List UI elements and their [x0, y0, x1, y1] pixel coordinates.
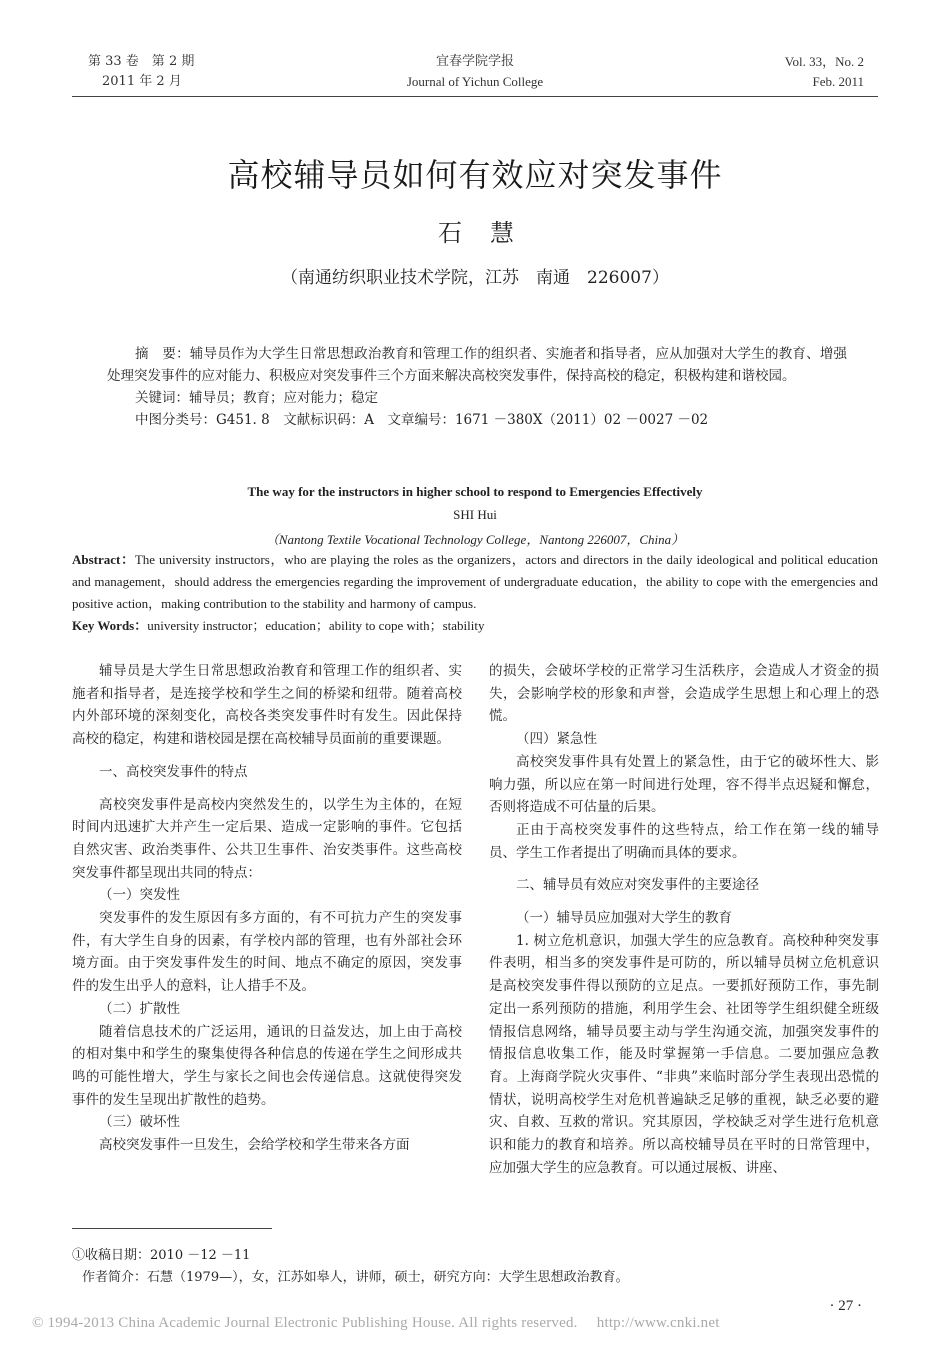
abstract-en-label: Abstract： — [72, 552, 135, 567]
abstract-label: 摘 要： — [135, 346, 190, 362]
section-heading: 二、辅导员有效应对突发事件的主要途径 — [516, 877, 759, 894]
english-title: The way for the instructors in higher school to respond to Emergencies Effectively — [247, 484, 703, 499]
article-title: 高校辅导员如何有效应对突发事件 — [227, 156, 723, 194]
subsection-heading: （一）突发性 — [99, 887, 180, 904]
section-heading: 一、高校突发事件的特点 — [99, 763, 248, 780]
article-author: 石慧 — [438, 219, 542, 247]
abstract-en — [72, 549, 878, 637]
paragraph: 正由于高校突发事件的这些特点，给工作在第一线的辅导员、学生工作者提出了明确而具体的要求。 — [489, 821, 879, 861]
journal-issue-info — [88, 52, 194, 92]
paragraph: 突发事件的发生原因有多方面的，有不可抗力产生的突发事件，有大学生自身的因素，有学校内部的管理，也有外部社会环境方面。由于突发事件发生的时间、地点不确定的原因，突发事件的发生出乎人的意料，让人措手不及。 — [72, 910, 462, 995]
body-right-column — [489, 660, 879, 1179]
journal-name-en: Journal of Yichun College — [406, 74, 544, 89]
paragraph: 高校突发事件是高校内突然发生的，以学生为主体的，在短时间内迅速扩大并产生一定后果、造成一定影响的事件。它包括自然灾害、政治类事件、公共卫生事件、治安类事件。这些高校突发事件都呈现出共同的特点： — [72, 796, 462, 881]
english-affiliation: （Nantong Textile Vocational Technology College，Nantong 226007，China） — [265, 532, 685, 547]
volume-issue: 第 33 卷 第 2 期 — [88, 54, 195, 69]
paragraph: 的损失，会破坏学校的正常学习生活秩序，会造成人才资金的损失，会影响学校的形象和声誉，会造成学生思想上和心理上的恐慌。 — [489, 663, 879, 725]
volume-issue-en: Vol. 33，No. 2 — [784, 54, 864, 69]
keywords-text: 辅导员；教育；应对能力；稳定 — [189, 390, 378, 406]
body-left-column — [72, 660, 462, 1157]
subsection-heading: （二）扩散性 — [99, 1000, 180, 1017]
author-affiliation: （南通纺织职业技术学院，江苏 南通 226007） — [281, 268, 669, 288]
author-bio: 作者简介：石慧（1979—），女，江苏如皋人，讲师，硕士，研究方向：大学生思想政治教育。 — [82, 1270, 629, 1285]
classification-info: 中图分类号：G451. 8 文献标识码：A 文章编号：1671 －380X（2011）02 －0027 －02 — [135, 412, 709, 428]
journal-name-cn: 宜春学院学报 — [435, 54, 514, 69]
issue-date: 2011 年 2 月 — [102, 74, 182, 89]
subsection-heading: （三）破坏性 — [99, 1114, 180, 1131]
abstract-cn — [107, 343, 847, 431]
keywords-en-label: Key Words： — [72, 618, 148, 633]
keywords-en-text: university instructor；education；ability to cope with；stability — [147, 618, 485, 633]
subsection-heading: （四）紧急性 — [516, 731, 597, 748]
keywords-cn — [107, 387, 847, 409]
page-number: · 27 · — [829, 1298, 862, 1314]
received-date: ①收稿日期：2010 －12 －11 — [72, 1248, 251, 1263]
copyright-footer: © 1994-2013 China Academic Journal Electronic Publishing House. All rights reserved. http://www.cnki.net — [32, 1315, 720, 1331]
keywords-label: 关键词： — [135, 390, 189, 406]
subsection-heading: （一）辅导员应加强对大学生的教育 — [516, 910, 732, 927]
abstract-text: 辅导员作为大学生日常思想政治教育和管理工作的组织者、实施者和指导者，应从加强对大学生的教育、增强处理突发事件的应对能力、积极应对突发事件三个方面来解决高校突发事件，保持高校的稳定，积极构建和谐校园。 — [107, 346, 848, 384]
footnote-rule — [72, 1228, 272, 1229]
paragraph: 高校突发事件具有处置上的紧急性，由于它的破坏性大、影响力强，所以应在第一时间进行处理，容不得半点迟疑和懈怠，否则将造成不可估量的后果。 — [489, 753, 879, 816]
journal-issue-info-en — [785, 52, 864, 92]
issue-date-en: Feb. 2011 — [812, 74, 864, 89]
paragraph: 随着信息技术的广泛运用，通讯的日益发达，加上由于高校的相对集中和学生的聚集使得各种信息的传递在学生之间形成共鸣的可能性增大，学生与家长之间也会传递信息。这就使得突发事件的发生呈现出扩散性的趋势。 — [72, 1023, 462, 1108]
paragraph: 辅导员是大学生日常思想政治教育和管理工作的组织者、实施者和指导者，是连接学校和学生之间的桥梁和纽带。随着高校内外部环境的深刻变化，高校各类突发事件时有发生。因此保持高校的稳定，构建和谐校园是摆在高校辅导员面前的重要课题。 — [72, 663, 462, 748]
header-rule — [72, 96, 878, 97]
paragraph: 1. 树立危机意识，加强大学生的应急教育。高校种种突发事件表明，相当多的突发事件是可防的，所以辅导员树立危机意识是高校突发事件得以预防的立足点。一要抓好预防工作，事先制定出一系列预防的措施，利用学生会、社团等学生组织健全班级情报信息网络，辅导员要主动与学生沟通交流，加强突发事件的情报信息收集工作，能及时掌握第一手信息。二要加强应急教育。上海商学院火灾事件、“非典”来临时部分学生表现出恐慌的情状，说明高校学生对危机普遍缺乏足够的重视，缺乏必要的避灾、自救、互救的常识。究其原因，学校缺乏对学生进行危机意识和能力的教育和培养。所以高校辅导员在平时的日常管理中，应加强大学生的应急教育。可以通过展板、讲座、 — [489, 932, 879, 1176]
paragraph: 高校突发事件一旦发生，会给学校和学生带来各方面 — [99, 1137, 410, 1154]
footnotes — [72, 1245, 878, 1289]
english-author: SHI Hui — [453, 507, 497, 522]
abstract-en-text: The university instructors，who are playing the roles as the organizers，actors and directors in the daily ideological and political education and management，should address the emergencies regarding the improvement of undergraduate education，the ability to cope with the emergencies and positive action，making contribution to the stability and harmony of campus. — [72, 552, 878, 611]
journal-name — [325, 52, 625, 92]
